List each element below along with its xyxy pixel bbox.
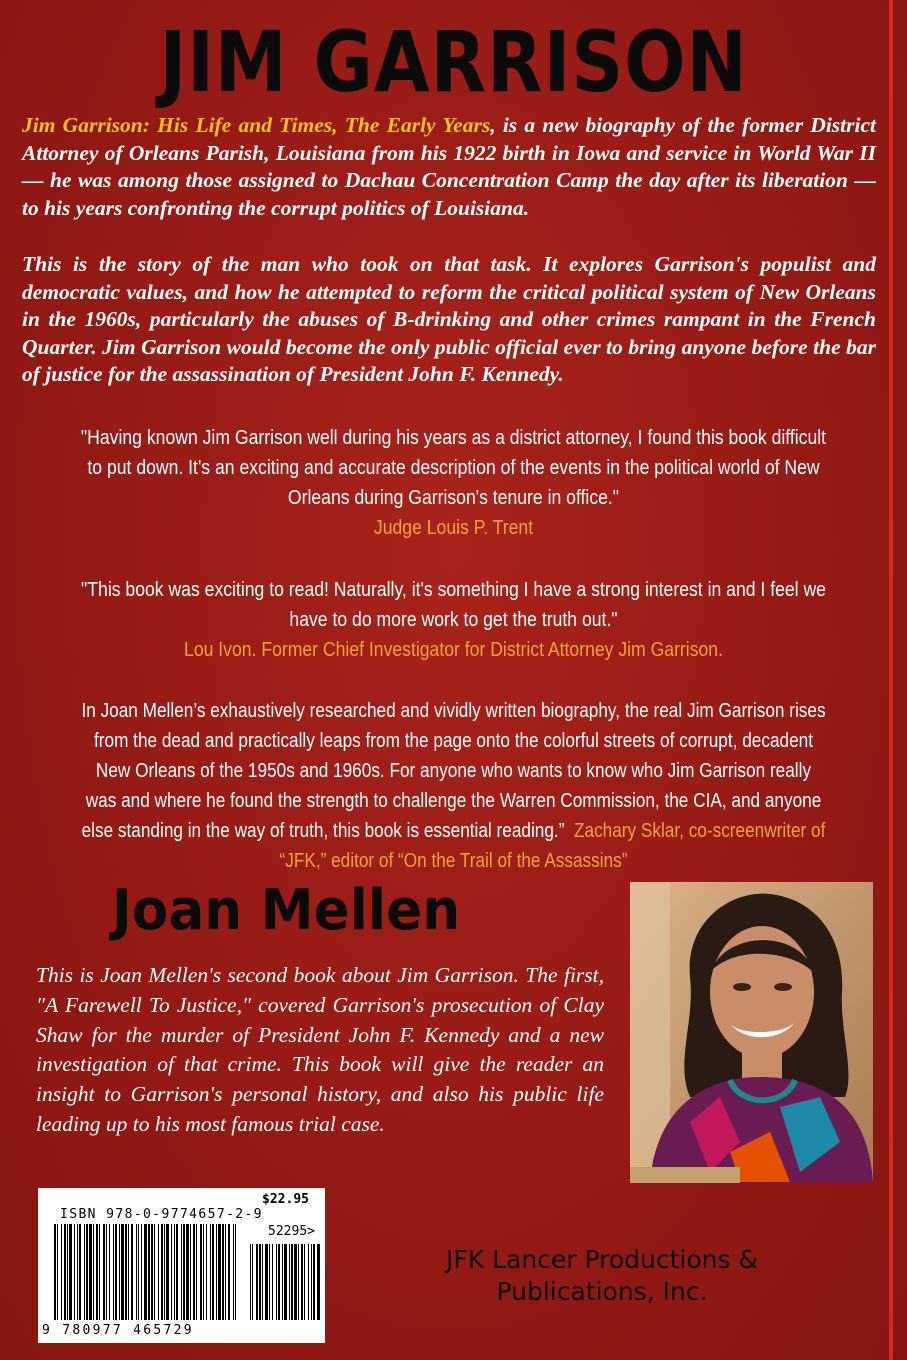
barcode-bar bbox=[131, 1224, 133, 1320]
barcode-bar bbox=[164, 1224, 165, 1320]
barcode-bar bbox=[138, 1224, 139, 1320]
barcode-addon: 52295> bbox=[268, 1224, 315, 1239]
barcode-bar bbox=[206, 1224, 207, 1320]
barcode-bar bbox=[183, 1224, 185, 1320]
barcode-bar bbox=[193, 1224, 195, 1320]
publisher-line-1: JFK Lancer Productions & bbox=[445, 1245, 758, 1274]
blurb-attribution: Zachary Sklar, co-screenwriter of “JFK,” editor of “On the Trail of the Assassins” bbox=[279, 820, 826, 872]
barcode-bar bbox=[174, 1224, 175, 1320]
author-photo bbox=[630, 882, 873, 1183]
book-title-heading: JIM GARRISON bbox=[159, 13, 748, 111]
blurb-attribution: Lou Ivon. Former Chief Investigator for District Attorney Jim Garrison. bbox=[184, 639, 723, 661]
barcode-bar bbox=[125, 1224, 127, 1320]
intro-paragraph-1-text: , is a new biography of the former District Attorney of Orleans Parish, Louisiana from his 1922 birth in Iowa and service in World War II — he was among those assigned to Dachau Concentration Camp the day after its liberation — to his years confronting the corrupt politics of Louisiana. bbox=[22, 113, 877, 220]
barcode-bar bbox=[203, 1224, 204, 1320]
barcode-bar bbox=[115, 1224, 117, 1320]
edge-stripe bbox=[889, 0, 893, 1360]
barcode-bar bbox=[176, 1224, 178, 1320]
barcode-bar bbox=[89, 1224, 92, 1320]
barcode-addon-bar bbox=[259, 1244, 261, 1320]
barcode-bar bbox=[61, 1224, 62, 1320]
barcode-addon-bar bbox=[289, 1244, 290, 1320]
blurb-attribution: Judge Louis P. Trent bbox=[373, 517, 534, 539]
barcode-bar bbox=[64, 1224, 66, 1320]
barcode-bar bbox=[86, 1224, 88, 1320]
barcode-bar bbox=[166, 1224, 169, 1320]
blurb-text: In Joan Mellen’s exhaustively researched and vividly written biography, the real Jim Garrison rises from the dead and practically leaps from the page onto the colorful streets of corrupt, decadent New Orleans of the 1950s and 1960s. For anyone who wants to know who Jim Garrison really was and where he found the strength to challenge the Warren Commission, the CIA, and anyone else standing in the way of truth, this book is essential reading.” bbox=[81, 700, 826, 842]
intro-paragraph-1 bbox=[22, 112, 876, 222]
isbn-barcode bbox=[38, 1188, 325, 1343]
barcode-bar bbox=[141, 1224, 142, 1320]
barcode-bar bbox=[158, 1224, 159, 1320]
barcode-price: $22.95 bbox=[262, 1192, 309, 1207]
barcode-bar bbox=[212, 1224, 214, 1320]
barcode-addon-bar bbox=[262, 1244, 263, 1320]
barcode-bar bbox=[210, 1224, 211, 1320]
barcode-bar bbox=[190, 1224, 191, 1320]
barcode-addon-bar bbox=[291, 1244, 293, 1320]
barcode-addon-bar bbox=[282, 1244, 283, 1320]
barcode-bar bbox=[151, 1224, 153, 1320]
barcode-addon-bar bbox=[265, 1244, 268, 1320]
barcode-bar bbox=[103, 1224, 105, 1320]
barcode-addon-bar bbox=[313, 1244, 315, 1320]
barcode-addon-bar bbox=[301, 1244, 303, 1320]
barcode-bar bbox=[54, 1224, 56, 1320]
barcode-bar bbox=[106, 1224, 107, 1320]
barcode-addon-bar bbox=[317, 1244, 320, 1320]
barcode-addon-bar bbox=[269, 1244, 270, 1320]
barcode-bar bbox=[171, 1224, 172, 1320]
barcode-bar bbox=[233, 1224, 234, 1320]
barcode-bar bbox=[186, 1224, 189, 1320]
barcode-addon-bar bbox=[252, 1244, 253, 1320]
barcode-bar bbox=[144, 1224, 147, 1320]
barcode-bar bbox=[74, 1224, 75, 1320]
barcode-addon-bar bbox=[278, 1244, 280, 1320]
barcode-addon-bar bbox=[276, 1244, 277, 1320]
barcode-bar bbox=[222, 1224, 224, 1320]
barcode-bar bbox=[200, 1224, 202, 1320]
barcode-bar bbox=[79, 1224, 81, 1320]
book-title-italic: Jim Garrison: His Life and Times, The Early Years bbox=[22, 113, 491, 137]
author-name: Joan Mellen bbox=[112, 878, 461, 943]
barcode-bar bbox=[218, 1224, 221, 1320]
barcode-addon-bar bbox=[256, 1244, 258, 1320]
barcode-bar bbox=[113, 1224, 114, 1320]
barcode-ean: 9 780977 465729 bbox=[42, 1323, 194, 1338]
barcode-bar bbox=[235, 1224, 236, 1320]
blurb-text: "This book was exciting to read! Naturally, it's something I have a strong interest in and I feel we have to do more work to get the truth out." bbox=[81, 579, 826, 631]
blurb-ivon bbox=[72, 575, 835, 665]
barcode-bar bbox=[228, 1224, 230, 1320]
barcode-bar bbox=[154, 1224, 155, 1320]
barcode-bar bbox=[225, 1224, 226, 1320]
barcode-bar bbox=[77, 1224, 78, 1320]
barcode-bar bbox=[148, 1224, 150, 1320]
barcode-bar bbox=[136, 1224, 137, 1320]
barcode-bar bbox=[57, 1224, 58, 1320]
intro-paragraph-2: This is the story of the man who took on that task. It explores Garrison's populist and democratic values, and how he attempted to reform the critical political system of New Orleans in the 1960s, particularly the abuses of B-drinking and other crimes rampant in the French Quarter. Jim Garrison would become the only public official ever to bring anyone before the bar of justice for the assassination of President John F. Kennedy. bbox=[22, 252, 876, 386]
barcode-addon-bar bbox=[311, 1244, 312, 1320]
barcode-addon-bar bbox=[272, 1244, 273, 1320]
barcode-bar bbox=[119, 1224, 120, 1320]
barcode-bar bbox=[128, 1224, 129, 1320]
author-bio: This is Joan Mellen's second book about Jim Garrison. The first, "A Farewell To Justice," covered Garrison's prosecution of Clay Shaw for the murder of President John F. Kennedy and a new investigation of that crime. This book will give the reader an insight to Garrison's personal history, and also his public life leading up to his most famous trial case. bbox=[36, 963, 604, 1136]
barcode-bar bbox=[67, 1224, 68, 1320]
barcode-bar bbox=[93, 1224, 94, 1320]
barcode-bar bbox=[196, 1224, 197, 1320]
barcode-bar bbox=[181, 1224, 182, 1320]
publisher-line-2: Publications, Inc. bbox=[496, 1277, 708, 1306]
barcode-bar bbox=[96, 1224, 98, 1320]
barcode-isbn: ISBN 978-0-9774657-2-9 bbox=[60, 1207, 263, 1222]
barcode-bar bbox=[84, 1224, 85, 1320]
barcode-addon-bar bbox=[308, 1244, 309, 1320]
barcode-addon-bar bbox=[298, 1244, 299, 1320]
barcode-addon-bar bbox=[250, 1244, 251, 1320]
barcode-addon-bar bbox=[294, 1244, 297, 1320]
blurb-sklar bbox=[81, 696, 827, 876]
blurb-trent bbox=[72, 423, 835, 543]
barcode-bar bbox=[99, 1224, 100, 1320]
barcode-addon-bar bbox=[284, 1244, 287, 1320]
blurb-text: "Having known Jim Garrison well during his years as a district attorney, I found this book difficult to put down. It's an exciting and accurate description of the events in the political world of New Orleans during Garrison's tenure in office." bbox=[80, 427, 827, 509]
barcode-bar bbox=[216, 1224, 217, 1320]
barcode-bar bbox=[69, 1224, 72, 1320]
barcode-bar bbox=[121, 1224, 124, 1320]
barcode-bar bbox=[109, 1224, 110, 1320]
author-photo-illustration bbox=[630, 882, 873, 1183]
publisher-name bbox=[412, 1244, 792, 1308]
barcode-addon-bar bbox=[304, 1244, 305, 1320]
barcode-bar bbox=[161, 1224, 163, 1320]
